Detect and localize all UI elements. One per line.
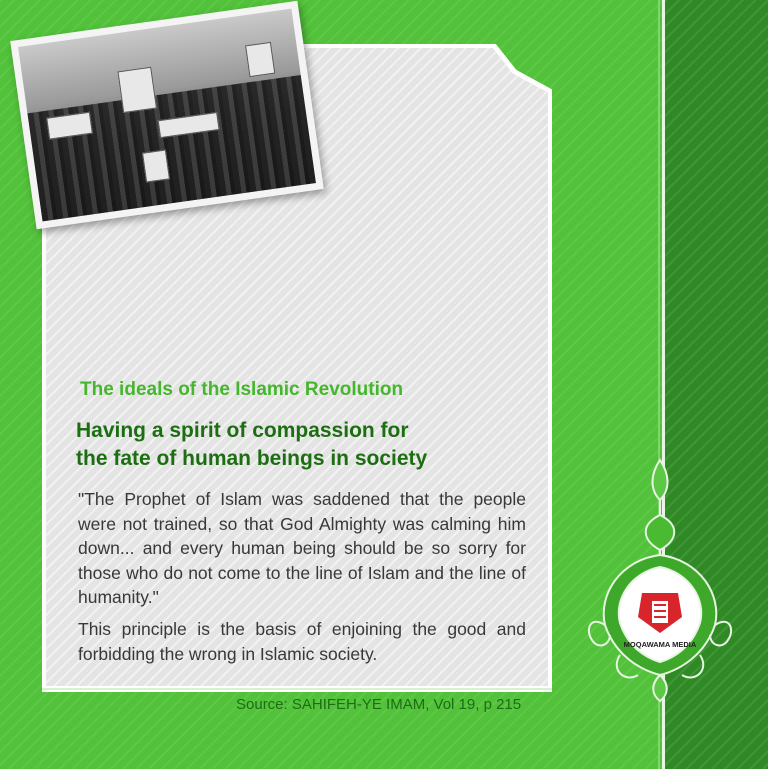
headline-line-1: Having a spirit of compassion for (76, 419, 409, 442)
portrait-sign (117, 67, 157, 113)
logo-text: MOQAWAMA MEDIA (623, 640, 697, 649)
ornament-logo-icon (580, 455, 740, 705)
portrait-sign (245, 42, 275, 77)
headline (76, 417, 536, 473)
principle-text: This principle is the basis of enjoining the good and forbidding the wrong in Islamic society. (78, 619, 526, 664)
archival-photo-icon (18, 9, 316, 222)
headline-line-2: the fate of human beings in society (76, 447, 428, 470)
section-subtitle: The ideals of the Islamic Revolution (80, 379, 404, 400)
archival-photo (10, 1, 324, 230)
card-bottom-line (42, 688, 552, 690)
quote-text: "The Prophet of Islam was saddened that the people were not trained, so that God Almighty was calming him down... and every human being should be so sorry for those who do not come to the line of Islam and the line of humanity." (78, 489, 526, 607)
source-citation: Source: SAHIFEH-YE IMAM, Vol 19, p 215 (236, 696, 522, 713)
portrait-sign (142, 150, 170, 183)
